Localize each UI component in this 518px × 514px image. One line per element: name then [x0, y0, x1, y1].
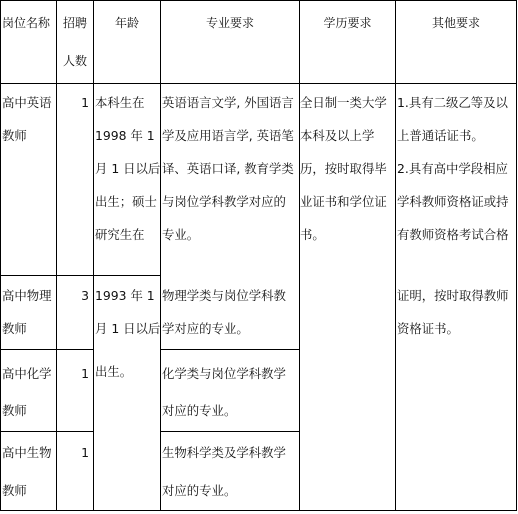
other-line2: 上普通话证书。	[397, 128, 484, 143]
age-line3: 月 1 日以后	[95, 161, 160, 176]
row1-quota: 1	[81, 95, 89, 110]
row1-major-line4: 与岗位学科教学对应的	[162, 194, 286, 209]
age-line5: 研究生在	[95, 227, 145, 242]
education-line4: 业证书和学位证	[300, 194, 387, 209]
other-line5: 有教师资格考试合格	[397, 227, 509, 242]
other-line7: 资格证书。	[397, 321, 459, 336]
row3-position-line2: 教师	[2, 403, 27, 418]
header-quota-line2: 人数	[62, 54, 87, 68]
row3-quota: 1	[81, 366, 89, 381]
education-line3: 历，按时取得毕	[300, 161, 387, 176]
row1-major-line3: 译、英语口译, 教育学类	[162, 161, 294, 176]
age-line6: 1993 年 1	[95, 288, 155, 303]
age-line8: 出生。	[95, 364, 133, 379]
education-line2: 本科及以上学	[300, 128, 375, 143]
row4-quota: 1	[81, 445, 89, 460]
header-quota-line1: 招聘	[62, 16, 87, 30]
row3-major-line1: 化学类与岗位学科教学	[162, 366, 286, 381]
header-other: 其他要求	[431, 16, 480, 30]
row4-position-line2: 教师	[2, 483, 27, 498]
other-line4: 学科教师资格证或持	[397, 194, 509, 209]
header-position: 岗位名称	[2, 16, 51, 30]
age-line2: 1998 年 1	[95, 128, 155, 143]
other-line6: 证明，按时取得教师	[397, 288, 509, 303]
row2-major-line1: 物理学类与岗位学科教	[162, 288, 286, 303]
row1-position-line1: 高中英语	[2, 95, 52, 110]
row1-major-line1: 英语语言文学, 外国语言	[162, 95, 294, 110]
age-line7: 月 1 日以后	[95, 321, 160, 336]
row2-position-line2: 教师	[2, 321, 27, 336]
row4-major-line2: 对应的专业。	[162, 483, 237, 498]
row2-major-line2: 学对应的专业。	[162, 321, 249, 336]
row4-major-line1: 生物科学类及学科教学	[162, 445, 286, 460]
row2-quota: 3	[81, 288, 89, 303]
row1-major-line2: 学及应用语言学, 英语笔	[162, 128, 294, 143]
row3-major-line2: 对应的专业。	[162, 403, 237, 418]
row1-major-line5: 专业。	[162, 227, 200, 242]
age-line4: 出生；硕士	[95, 194, 157, 209]
row4-position-line1: 高中生物	[2, 445, 52, 460]
education-line1: 全日制一类大学	[300, 95, 387, 110]
row2-position-line1: 高中物理	[2, 288, 52, 303]
other-line3: 2.具有高中学段相应	[397, 161, 508, 176]
other-line1: 1.具有二级乙等及以	[397, 95, 508, 110]
header-age: 年龄	[114, 16, 139, 30]
header-education: 学历要求	[323, 16, 372, 30]
row1-position-line2: 教师	[2, 128, 27, 143]
education-line5: 书。	[300, 227, 325, 242]
age-line1: 本科生在	[95, 95, 145, 110]
row3-position-line1: 高中化学	[2, 366, 52, 381]
header-major: 专业要求	[205, 16, 254, 30]
